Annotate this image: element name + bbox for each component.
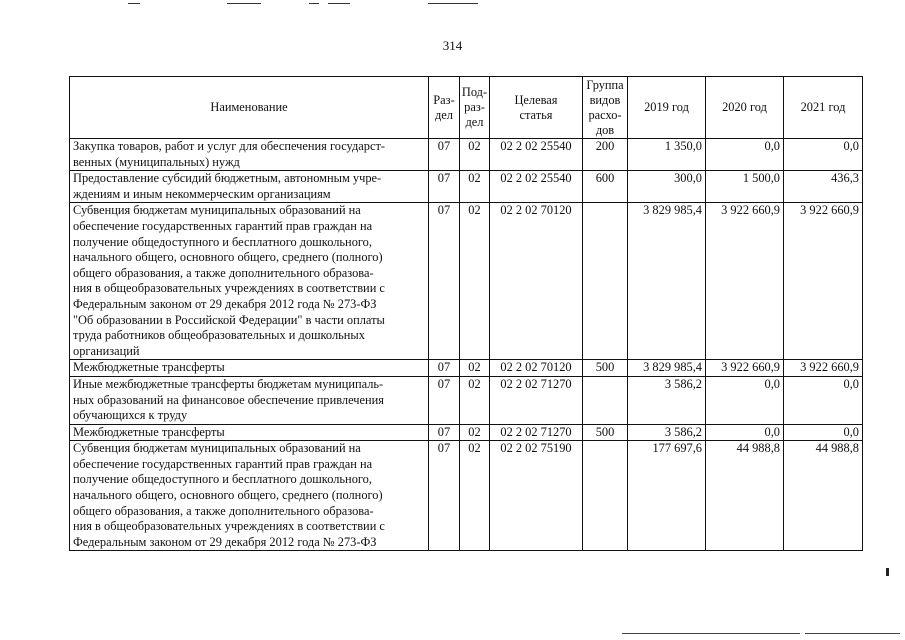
table-row bbox=[70, 171, 863, 203]
scan-edge-mark bbox=[886, 568, 895, 576]
row-2021: 0,0 bbox=[784, 376, 863, 424]
row-target: 02 2 02 71270 bbox=[490, 424, 583, 441]
row-2021: 44 988,8 bbox=[784, 441, 863, 551]
row-2020: 1 500,0 bbox=[706, 171, 784, 203]
row-target: 02 2 02 75190 bbox=[490, 441, 583, 551]
row-2021: 3 922 660,9 bbox=[784, 360, 863, 377]
row-2021: 0,0 bbox=[784, 424, 863, 441]
row-target: 02 2 02 71270 bbox=[490, 376, 583, 424]
scan-top-marks bbox=[0, 0, 905, 8]
row-group bbox=[583, 203, 628, 360]
table-row bbox=[70, 376, 863, 424]
table-row bbox=[70, 139, 863, 171]
row-2020: 0,0 bbox=[706, 139, 784, 171]
row-subsection: 02 bbox=[460, 376, 490, 424]
row-subsection: 02 bbox=[460, 424, 490, 441]
row-section: 07 bbox=[429, 424, 460, 441]
row-2021: 0,0 bbox=[784, 139, 863, 171]
row-target: 02 2 02 25540 bbox=[490, 139, 583, 171]
table-row bbox=[70, 424, 863, 441]
row-subsection: 02 bbox=[460, 360, 490, 377]
row-subsection: 02 bbox=[460, 171, 490, 203]
col-header-2019: 2019 год bbox=[628, 77, 706, 139]
col-header-2020: 2020 год bbox=[706, 77, 784, 139]
row-section: 07 bbox=[429, 203, 460, 360]
page-number: 314 bbox=[442, 38, 463, 53]
row-name: Межбюджетные трансферты bbox=[70, 360, 429, 377]
row-2019: 3 586,2 bbox=[628, 424, 706, 441]
scan-bottom-line bbox=[622, 633, 800, 634]
table-row bbox=[70, 203, 863, 360]
budget-table bbox=[69, 76, 863, 551]
col-header-section: Раз- дел bbox=[429, 77, 460, 139]
row-name: Предоставление субсидий бюджетным, автономным учре- ждениям и иным некоммерческим организациям bbox=[70, 171, 429, 203]
row-section: 07 bbox=[429, 376, 460, 424]
row-2019: 177 697,6 bbox=[628, 441, 706, 551]
col-header-name: Наименование bbox=[70, 77, 429, 139]
row-group: 500 bbox=[583, 424, 628, 441]
row-name: Субвенция бюджетам муниципальных образований на обеспечение государственных гарантий прав граждан на получение общедоступного и бесплатного дошкольного, начального общего, основного общего, среднего (полного) общего образования, а также дополнительного образова- ния в общеобразовательных учреждениях в соответствии с Федеральным законом от 29 декабря 2012 года № 273-ФЗ bbox=[70, 441, 429, 551]
row-2019: 3 586,2 bbox=[628, 376, 706, 424]
row-2019: 3 829 985,4 bbox=[628, 203, 706, 360]
row-name: Субвенция бюджетам муниципальных образований на обеспечение государственных гарантий прав граждан на получение общедоступного и бесплатного дошкольного, начального общего, основного общего, среднего (полного) общего образования, а также дополнительного образова- ния в общеобразовательных учреждениях в соответствии с Федеральным законом от 29 декабря 2012 года № 273-ФЗ "Об образовании в Российской Федерации" в части оплаты труда работников общеобразовательных и дошкольных организаций bbox=[70, 203, 429, 360]
col-header-target: Целевая статья bbox=[490, 77, 583, 139]
row-2020: 3 922 660,9 bbox=[706, 360, 784, 377]
table-row bbox=[70, 360, 863, 377]
row-section: 07 bbox=[429, 441, 460, 551]
row-2019: 1 350,0 bbox=[628, 139, 706, 171]
table-body bbox=[70, 139, 863, 551]
row-group: 200 bbox=[583, 139, 628, 171]
row-2020: 44 988,8 bbox=[706, 441, 784, 551]
row-2019: 3 829 985,4 bbox=[628, 360, 706, 377]
row-name: Межбюджетные трансферты bbox=[70, 424, 429, 441]
row-2020: 0,0 bbox=[706, 424, 784, 441]
row-2021: 436,3 bbox=[784, 171, 863, 203]
row-section: 07 bbox=[429, 171, 460, 203]
row-group bbox=[583, 376, 628, 424]
table-row bbox=[70, 441, 863, 551]
row-2021: 3 922 660,9 bbox=[784, 203, 863, 360]
table-header-row bbox=[70, 77, 863, 139]
row-subsection: 02 bbox=[460, 441, 490, 551]
row-name: Закупка товаров, работ и услуг для обеспечения государст- венных (муниципальных) нужд bbox=[70, 139, 429, 171]
row-subsection: 02 bbox=[460, 139, 490, 171]
row-section: 07 bbox=[429, 139, 460, 171]
col-header-group: Группа видов расхо- дов bbox=[583, 77, 628, 139]
row-target: 02 2 02 70120 bbox=[490, 203, 583, 360]
row-section: 07 bbox=[429, 360, 460, 377]
row-subsection: 02 bbox=[460, 203, 490, 360]
row-group: 500 bbox=[583, 360, 628, 377]
col-header-2021: 2021 год bbox=[784, 77, 863, 139]
row-target: 02 2 02 70120 bbox=[490, 360, 583, 377]
row-target: 02 2 02 25540 bbox=[490, 171, 583, 203]
scan-bottom-line bbox=[805, 633, 900, 634]
row-group bbox=[583, 441, 628, 551]
row-2020: 0,0 bbox=[706, 376, 784, 424]
row-name: Иные межбюджетные трансферты бюджетам муниципаль- ных образований на финансовое обеспечение привлечения обучающихся к труду bbox=[70, 376, 429, 424]
col-header-subsection: Под- раз- дел bbox=[460, 77, 490, 139]
row-2020: 3 922 660,9 bbox=[706, 203, 784, 360]
row-2019: 300,0 bbox=[628, 171, 706, 203]
row-group: 600 bbox=[583, 171, 628, 203]
